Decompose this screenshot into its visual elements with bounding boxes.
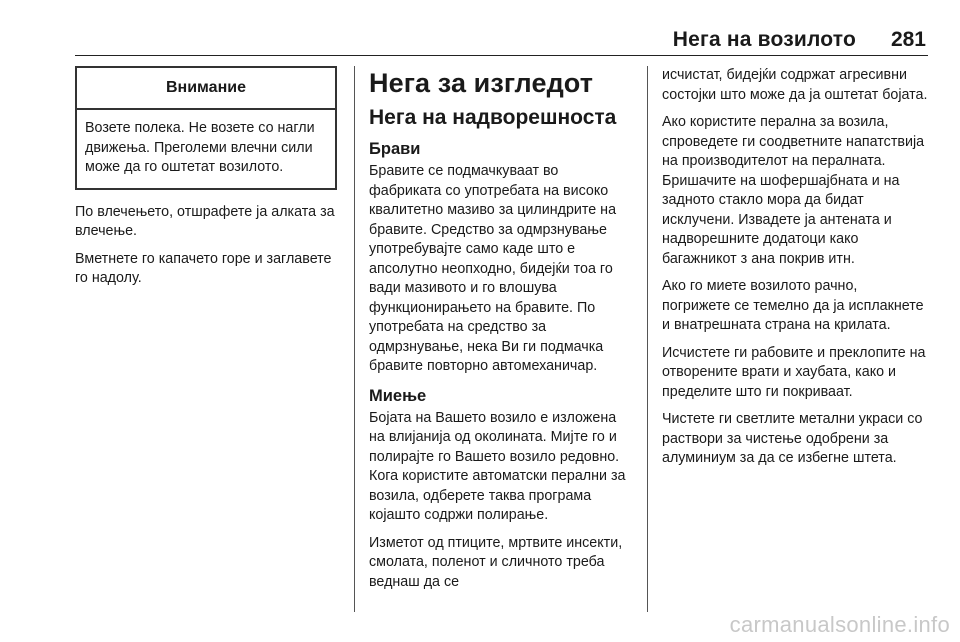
- heading-locks: Брави: [369, 140, 421, 158]
- column-middle: [369, 66, 632, 600]
- heading-washing: Миење: [369, 386, 427, 405]
- warning-box: [75, 66, 337, 190]
- warning-title: Внимание: [77, 68, 335, 110]
- paragraph-door-edges: Исчистете ги рабовите и преклопите на отворените врати и хаубата, како и пределите што ги покриваат.: [662, 344, 926, 400]
- paragraph-washing-2: Изметот од птиците, мртвите инсекти, смолата, поленот и сличното треба веднаш да се: [369, 534, 623, 590]
- section-title: Нега за изгледот: [369, 68, 594, 98]
- paragraph-hand-wash: Ако го миете возилото рачно, погрижете се темелно да ја исплакнете и внатрешната страна на крилата.: [662, 278, 924, 333]
- paragraph-metal-trim: Чистете ги светлите метални украси со раствори за чистење одобрени за алуминиум за да се избегне штета.: [662, 411, 923, 466]
- column-left: [75, 66, 337, 297]
- page-header: [75, 22, 928, 56]
- subsection-title: Нега на надворешноста: [369, 106, 617, 129]
- column-divider-2: [647, 66, 648, 612]
- column-right: [662, 66, 928, 477]
- column-divider-1: [354, 66, 355, 612]
- paragraph-continued: исчистат, бидејќи содржат агресивни состојки што може да ја оштетат бојата.: [662, 67, 928, 103]
- paragraph-washing-1: Бојата на Вашето возило е изложена на влијанија од околината. Мијте го и полирајте го Вашето возило редовно. Кога користите автоматски перални за возила, одберете таква програма којашто содржи полирање.: [369, 409, 626, 523]
- header-rule: [75, 55, 928, 56]
- paragraph-insert-cap: Вметнете го капачето горе и заглавете го надолу.: [75, 250, 332, 286]
- watermark: carmanualsonline.info: [729, 612, 950, 637]
- page-number: 281: [890, 28, 926, 51]
- paragraph-unscrew-ring: По влечењето, отшрафете ја алката за влечење.: [75, 203, 335, 239]
- paragraph-locks: Бравите се подмачкуваат во фабриката со употребата на високо квалитетно мазиво за цилиндрите на бравите. Средство за одмрзнување употребувајте само каде што е апсолутно неопходно, бидејќи тоа го вади мазивото и го влошува функционирањето на бравите. По употребата на средство за одмрзнување, нека Ви ги подмачка бравите повторно автомеханичар.: [369, 163, 617, 374]
- paragraph-car-wash: Ако користите перална за возила, спроведете ги соодветните напатствија на производителот на пералната. Бришачите на шофершајбната и на задното стакло мора да бидат исклучени. Извадете ја антената и надворешните додатоци како багажникот з ана покрив итн.: [662, 114, 925, 267]
- warning-text: Возете полека. Не возете со нагли движења. Преголеми влечни сили може да го оштетат возилото.: [85, 120, 315, 175]
- header-title: Нега на возилото: [672, 28, 856, 51]
